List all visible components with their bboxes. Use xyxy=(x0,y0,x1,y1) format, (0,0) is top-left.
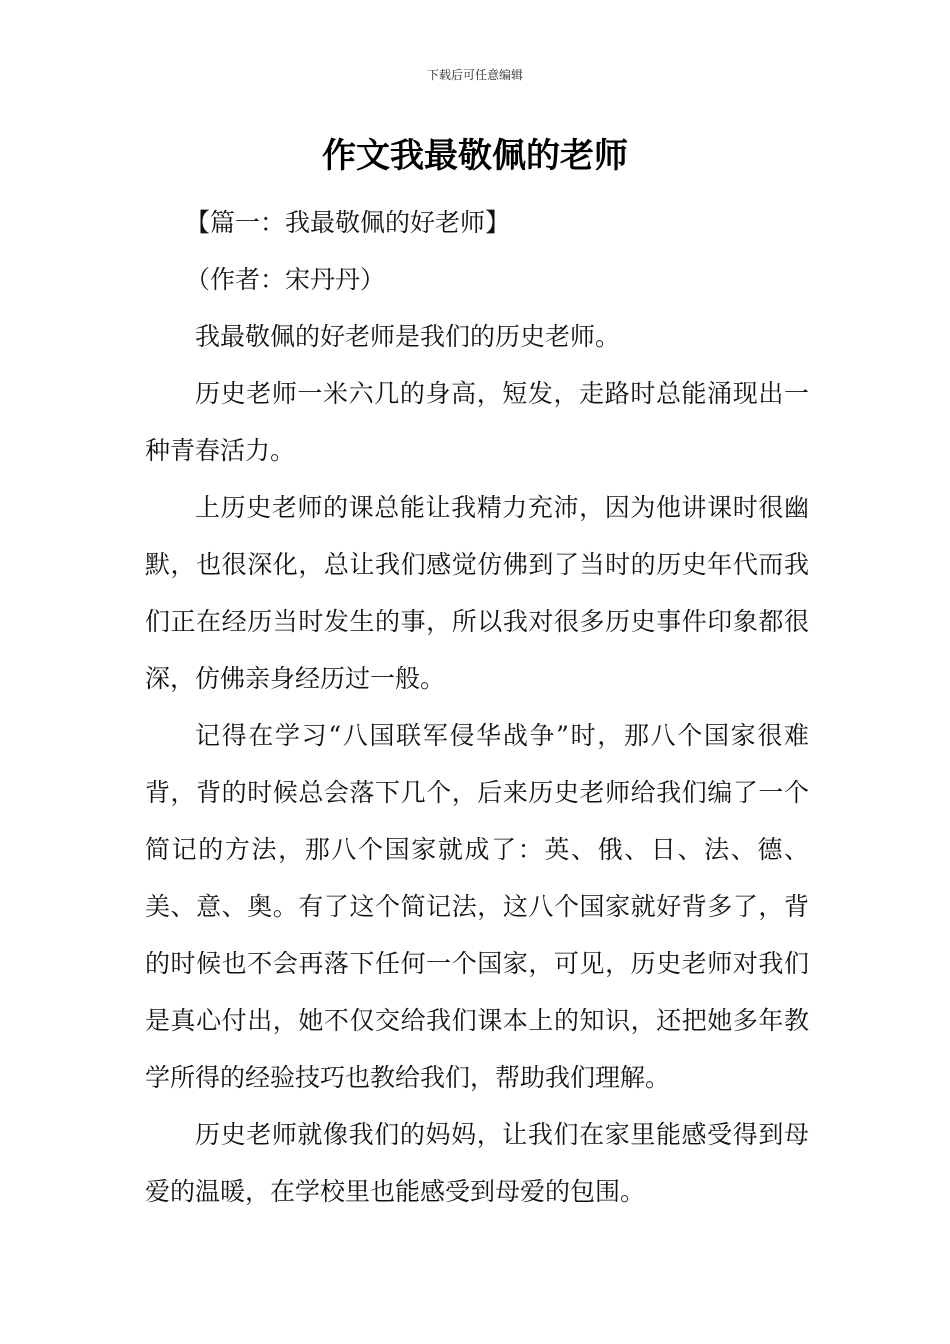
paragraph: 历史老师一米六几的身高，短发，走路时总能涌现出一种青春活力。 xyxy=(145,379,809,465)
paragraph: 记得在学习“八国联军侵华战争”时，那八个国家很难背，背的时候总会落下几个，后来历史老师给我们编了一个简记的方法，那八个国家就成了：英、俄、日、法、德、美、意、奥。有了这个简记法，这八个国家就好背多了，背的时候也不会再落下任何一个国家，可见，历史老师对我们是真心付出，她不仅交给我们课本上的知识，还把她多年教学所得的经验技巧也教给我们，帮助我们理解。 xyxy=(145,721,809,1092)
section-heading: 【篇一：我最敬佩的好老师】 xyxy=(185,208,511,237)
paragraph: 上历史老师的课总能让我精力充沛，因为他讲课时很幽默，也很深化，总让我们感觉仿佛到了当时的历史年代而我们正在经历当时发生的事，所以我对很多历史事件印象都很深，仿佛亲身经历过一般。 xyxy=(145,493,809,693)
document-body xyxy=(145,194,809,1220)
paragraph: 我最敬佩的好老师是我们的历史老师。 xyxy=(195,322,621,351)
author-line: （作者：宋丹丹） xyxy=(185,265,386,294)
paragraph: 历史老师就像我们的妈妈，让我们在家里能感受得到母爱的温暖，在学校里也能感受到母爱的包围。 xyxy=(145,1120,809,1206)
document-title: 作文我最敬佩的老师 xyxy=(322,136,628,176)
header-note: 下载后可任意编辑 xyxy=(426,68,523,82)
